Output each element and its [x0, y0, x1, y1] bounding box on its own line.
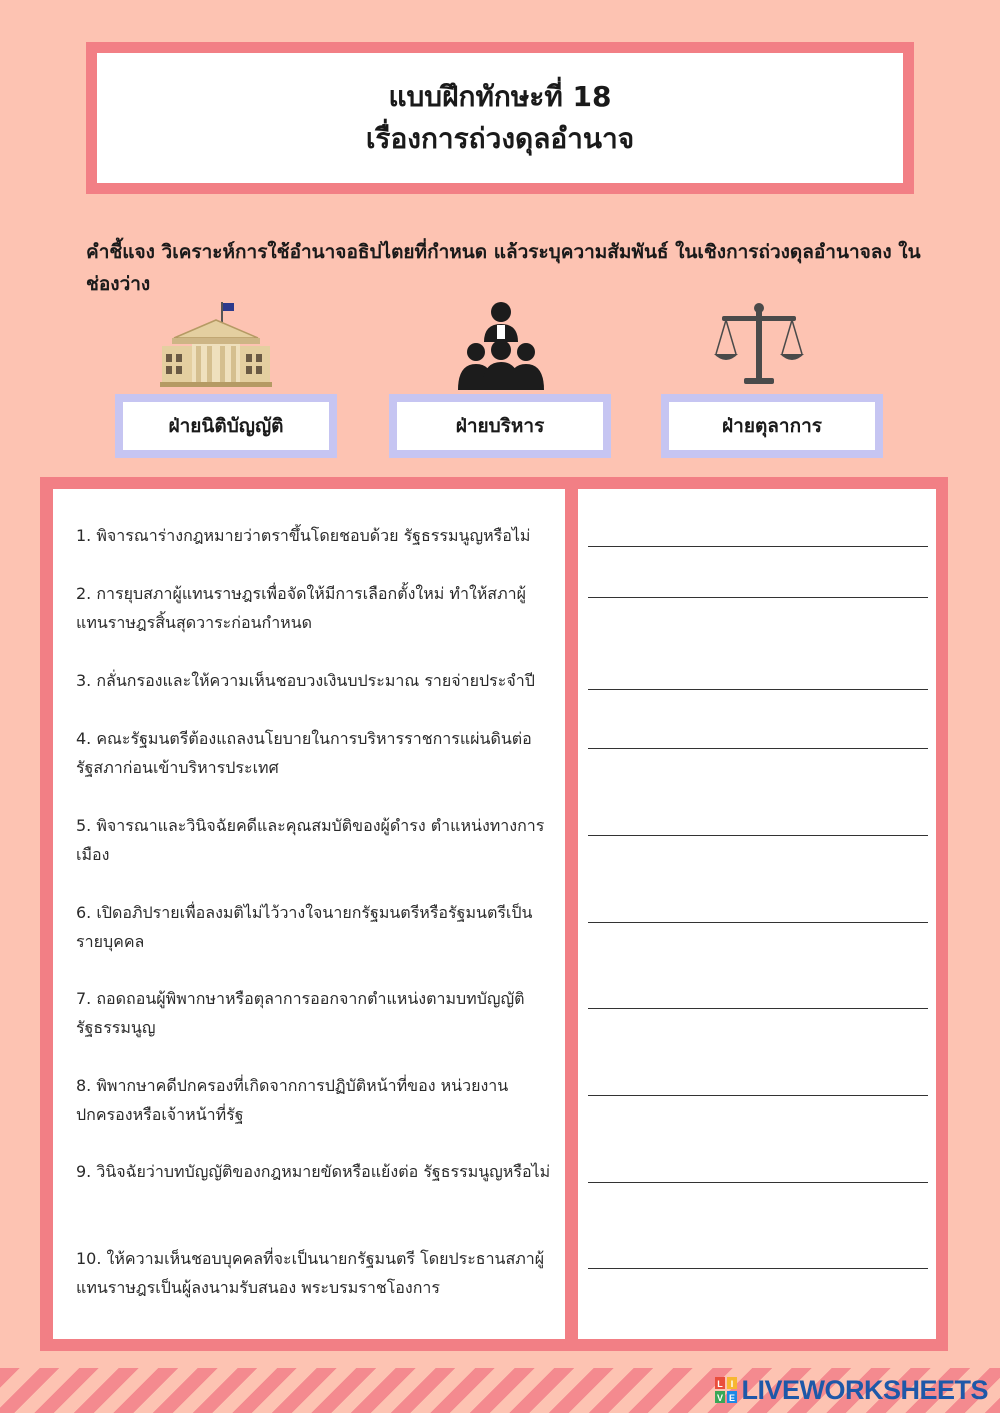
question-9: 9. วินิจฉัยว่าบทบัญญัติของกฎหมายขัดหรือแย้งต่อ รัฐธรรมนูญหรือไม่ [76, 1162, 551, 1181]
leader-group-icon [456, 300, 546, 392]
answer-field-7[interactable] [588, 1008, 928, 1009]
question-8: 8. พิพากษาคดีปกครองที่เกิดจากการปฏิบัติหน้าที่ของ หน่วยงานปกครองหรือเจ้าหน้าที่รัฐ [76, 1076, 509, 1124]
answer-field-6[interactable] [588, 922, 928, 923]
answer-field-3[interactable] [588, 689, 928, 690]
answer-field-10[interactable] [588, 1268, 928, 1269]
question-7: 7. ถอดถอนผู้พิพากษาหรือตุลาการออกจากตำแหน่งตามบทบัญญัติรัฐธรรมนูญ [76, 989, 525, 1037]
answer-field-8[interactable] [588, 1095, 928, 1096]
title-box [86, 42, 914, 194]
branch-legislative: ฝ่ายนิติบัญญัติ [115, 394, 337, 458]
scales-of-justice-icon [714, 302, 804, 388]
question-10: 10. ให้ความเห็นชอบบุคคลที่จะเป็นนายกรัฐมนตรี โดยประธานสภาผู้แทนราษฎรเป็นผู้ลงนามรับสนอง พระบรมราชโองการ [76, 1249, 545, 1297]
question-2: 2. การยุบสภาผู้แทนราษฎรเพื่อจัดให้มีการเลือกตั้งใหม่ ทำให้สภาผู้แทนราษฎรสิ้นสุดวาระก่อนกำหนด [76, 584, 526, 632]
logo-text: LIVEWORKSHEETS [741, 1374, 988, 1405]
question-3: 3. กลั่นกรองและให้ความเห็นชอบวงเงินบประมาณ รายจ่ายประจำปี [76, 671, 535, 690]
answer-field-1[interactable] [588, 546, 928, 547]
worksheet-title: แบบฝึกทักษะที่ 18 [388, 80, 612, 113]
branch-judicial: ฝ่ายตุลาการ [661, 394, 883, 458]
parliament-building-icon [160, 300, 272, 390]
answer-field-5[interactable] [588, 835, 928, 836]
liveworksheets-logo [715, 1372, 988, 1408]
liveworksheets-logo-icon [715, 1377, 737, 1403]
instruction-text: คำชี้แจง วิเคราะห์การใช้อำนาจอธิปไตยที่กำหนด แล้วระบุความสัมพันธ์ ในเชิงการถ่วงดุลอำนาจลง ในช่องว่าง [86, 241, 921, 295]
svg-text:L: L [717, 1379, 724, 1389]
question-5: 5. พิจารณาและวินิจฉัยคดีและคุณสมบัติของผู้ดำรง ตำแหน่งทางการเมือง [76, 816, 545, 864]
answers-panel [578, 489, 936, 1339]
svg-text:V: V [717, 1393, 724, 1403]
answer-field-9[interactable] [588, 1182, 928, 1183]
svg-text:I: I [731, 1379, 734, 1389]
question-4: 4. คณะรัฐมนตรีต้องแถลงนโยบายในการบริหารราชการแผ่นดินต่อรัฐสภาก่อนเข้าบริหารประเทศ [76, 729, 532, 777]
question-1: 1. พิจารณาร่างกฎหมายว่าตราขึ้นโดยชอบด้วย รัฐธรรมนูญหรือไม่ [76, 526, 531, 545]
answer-field-2[interactable] [588, 597, 928, 598]
answer-field-4[interactable] [588, 748, 928, 749]
worksheet-subtitle: เรื่องการถ่วงดุลอำนาจ [365, 122, 635, 155]
branch-executive: ฝ่ายบริหาร [389, 394, 611, 458]
question-6: 6. เปิดอภิปรายเพื่อลงมติไม่ไว้วางใจนายกรัฐมนตรีหรือรัฐมนตรีเป็นรายบุคคล [76, 903, 533, 951]
svg-text:E: E [729, 1393, 736, 1403]
